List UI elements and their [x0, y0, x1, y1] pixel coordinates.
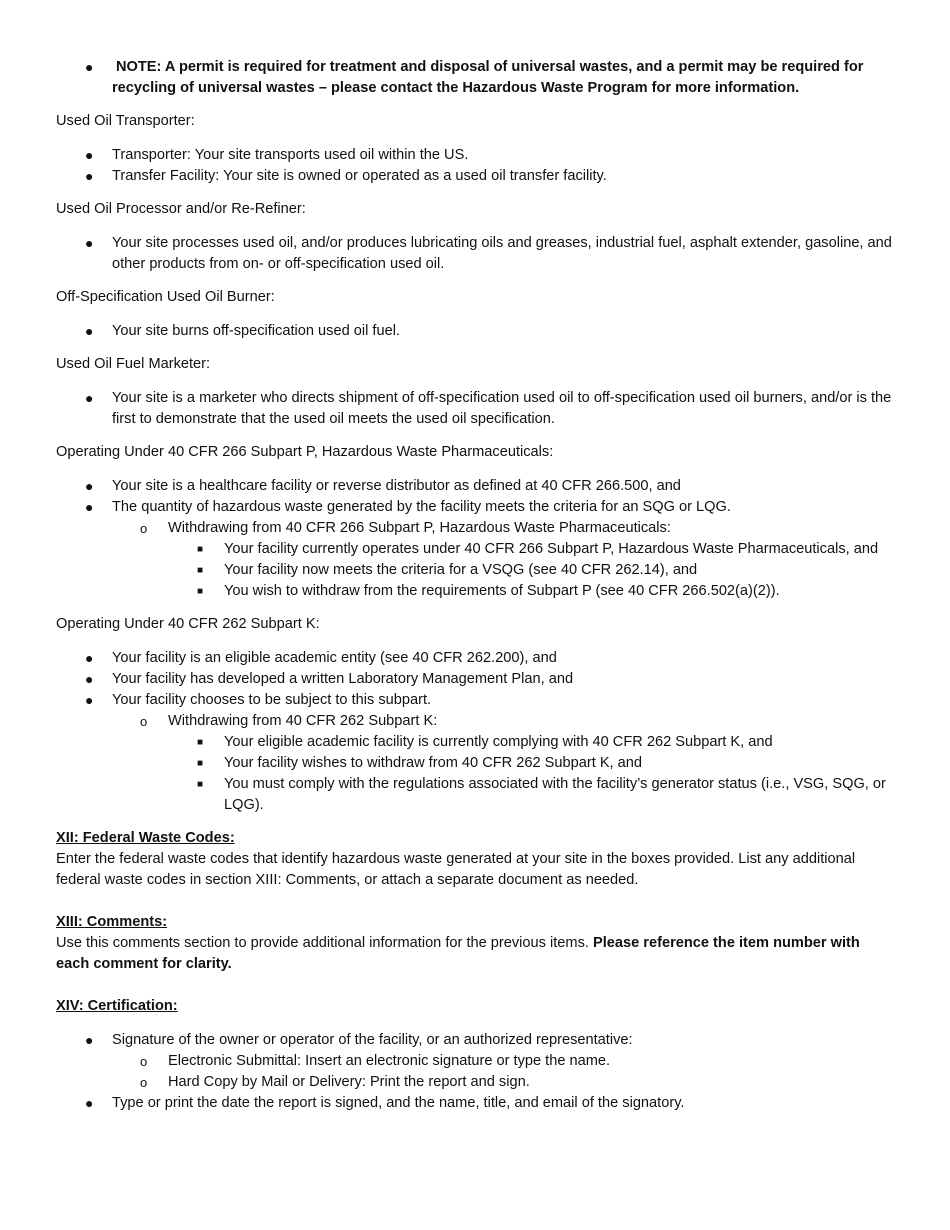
- list-item: [85, 476, 894, 497]
- note-item: [85, 57, 894, 99]
- off-spec-burner-list: [56, 321, 894, 342]
- list-item: [140, 1051, 894, 1072]
- subpart-p-list: [56, 476, 894, 602]
- list-item-text: You wish to withdraw from the requirements of Subpart P (see 40 CFR 266.502(a)(2)).: [224, 583, 780, 599]
- bullet-icon: ●: [85, 168, 94, 184]
- bullet-icon: ●: [85, 147, 94, 163]
- note-text: NOTE: A permit is required for treatment and disposal of universal wastes, and a permit may be required for recycling of universal wastes – please contact the Hazardous Waste Program for more information.: [112, 59, 864, 96]
- square-bullet-icon: ■: [197, 565, 204, 576]
- list-item: [140, 711, 894, 816]
- list-item-text: Your site is a marketer who directs shipment of off-specification used oil to off-specification used oil burners, and/or is the first to demonstrate that the used oil meets the used oil specification.: [112, 390, 892, 427]
- circle-bullet-icon: o: [140, 521, 148, 536]
- list-item-text: Your facility currently operates under 40 CFR 266 Subpart P, Hazardous Waste Pharmaceuticals, and: [224, 541, 879, 557]
- fuel-marketer-label: Used Oil Fuel Marketer:: [56, 356, 211, 372]
- list-item: [197, 774, 894, 816]
- used-oil-transporter-list: [56, 145, 894, 187]
- list-item-text: Transporter: Your site transports used oil within the US.: [112, 147, 469, 163]
- list-item: [85, 497, 894, 602]
- bullet-icon: ●: [85, 59, 94, 75]
- list-item: [197, 560, 894, 581]
- bullet-icon: ●: [85, 235, 94, 251]
- list-item: [85, 690, 894, 816]
- section-xiii-body-bold: Please reference the item number with each comment for clarity.: [56, 935, 860, 972]
- list-item-text: Your facility now meets the criteria for a VSQG (see 40 CFR 262.14), and: [224, 562, 698, 578]
- section-xiv-heading: XIV: Certification:: [56, 998, 178, 1014]
- fuel-marketer-list: [56, 388, 894, 430]
- square-bullet-icon: ■: [197, 544, 204, 555]
- list-item-text: Hard Copy by Mail or Delivery: Print the report and sign.: [168, 1074, 530, 1090]
- list-item: [85, 1093, 894, 1114]
- list-item: [85, 145, 894, 166]
- list-item-text: Your site is a healthcare facility or reverse distributor as defined at 40 CFR 266.500, and: [112, 478, 681, 494]
- square-bullet-icon: ■: [197, 758, 204, 769]
- bullet-icon: ●: [85, 478, 94, 494]
- list-item-text: Withdrawing from 40 CFR 262 Subpart K:: [168, 713, 438, 729]
- subpart-k-withdraw-list: [168, 732, 894, 816]
- list-item-text: Your facility wishes to withdraw from 40 CFR 262 Subpart K, and: [224, 755, 643, 771]
- used-oil-processor-list: [56, 233, 894, 275]
- list-item: [197, 581, 894, 602]
- subpart-k-list: [56, 648, 894, 816]
- bullet-icon: ●: [85, 692, 94, 708]
- section-xiv-sublist: [56, 1051, 894, 1093]
- list-item: [85, 1030, 894, 1093]
- list-item: [85, 321, 894, 342]
- list-item: [85, 233, 894, 275]
- circle-bullet-icon: o: [140, 714, 148, 729]
- square-bullet-icon: ■: [197, 586, 204, 597]
- section-xiii-heading: XIII: Comments:: [56, 914, 168, 930]
- list-item-text: Your facility chooses to be subject to this subpart.: [112, 692, 432, 708]
- list-item-text: You must comply with the regulations associated with the facility’s generator status (i.e., VSG, SQG, or LQG).: [224, 776, 886, 813]
- bullet-icon: ●: [85, 671, 94, 687]
- section-xiii-body-text: Use this comments section to provide additional information for the previous items.: [56, 935, 593, 951]
- circle-bullet-icon: o: [140, 1075, 148, 1090]
- bullet-icon: ●: [85, 390, 94, 406]
- square-bullet-icon: ■: [197, 779, 204, 790]
- subpart-p-label: Operating Under 40 CFR 266 Subpart P, Hazardous Waste Pharmaceuticals:: [56, 444, 554, 460]
- list-item: [85, 669, 894, 690]
- bullet-icon: ●: [85, 323, 94, 339]
- list-item-text: Your site burns off-specification used oil fuel.: [112, 323, 400, 339]
- section-xii-body: Enter the federal waste codes that identify hazardous waste generated at your site in the boxes provided. List any additional federal waste codes in section XIII: Comments, or attach a separate document as needed.: [56, 851, 856, 888]
- list-item: [140, 518, 894, 602]
- list-item: [197, 753, 894, 774]
- section-xii-heading: XII: Federal Waste Codes:: [56, 830, 235, 846]
- subpart-p-withdraw-list: [168, 539, 894, 602]
- bullet-icon: ●: [85, 1032, 94, 1048]
- list-item-text: Your facility has developed a written Laboratory Management Plan, and: [112, 671, 574, 687]
- list-item-text: Type or print the date the report is signed, and the name, title, and email of the signatory.: [112, 1095, 685, 1111]
- list-item-text: Transfer Facility: Your site is owned or operated as a used oil transfer facility.: [112, 168, 607, 184]
- list-item: [85, 166, 894, 187]
- off-spec-burner-label: Off-Specification Used Oil Burner:: [56, 289, 275, 305]
- list-item-text: Your facility is an eligible academic entity (see 40 CFR 262.200), and: [112, 650, 557, 666]
- used-oil-processor-label: Used Oil Processor and/or Re-Refiner:: [56, 201, 306, 217]
- list-item-text: Your eligible academic facility is currently complying with 40 CFR 262 Subpart K, and: [224, 734, 773, 750]
- bullet-icon: ●: [85, 650, 94, 666]
- bullet-icon: ●: [85, 1095, 94, 1111]
- list-item-text: Withdrawing from 40 CFR 266 Subpart P, Hazardous Waste Pharmaceuticals:: [168, 520, 671, 536]
- circle-bullet-icon: o: [140, 1054, 148, 1069]
- list-item: [140, 1072, 894, 1093]
- document-page: [56, 57, 894, 1114]
- bullet-icon: ●: [85, 499, 94, 515]
- list-item: [197, 732, 894, 753]
- list-item: [85, 388, 894, 430]
- list-item-text: The quantity of hazardous waste generated by the facility meets the criteria for an SQG or LQG.: [112, 499, 731, 515]
- subpart-k-sublist: [56, 711, 894, 816]
- section-xiv-list: [56, 1030, 894, 1114]
- list-item: [85, 648, 894, 669]
- subpart-k-label: Operating Under 40 CFR 262 Subpart K:: [56, 616, 320, 632]
- used-oil-transporter-label: Used Oil Transporter:: [56, 113, 195, 129]
- list-item: [197, 539, 894, 560]
- list-item-text: Electronic Submittal: Insert an electronic signature or type the name.: [168, 1053, 611, 1069]
- section-xiii-body: [56, 933, 894, 975]
- subpart-p-sublist: [56, 518, 894, 602]
- square-bullet-icon: ■: [197, 737, 204, 748]
- list-item-text: Signature of the owner or operator of the facility, or an authorized representative:: [112, 1032, 633, 1048]
- list-item-text: Your site processes used oil, and/or produces lubricating oils and greases, industrial fuel, asphalt extender, gasoline, and other products from on- or off-specification used oil.: [112, 235, 892, 272]
- note-list: [56, 57, 894, 99]
